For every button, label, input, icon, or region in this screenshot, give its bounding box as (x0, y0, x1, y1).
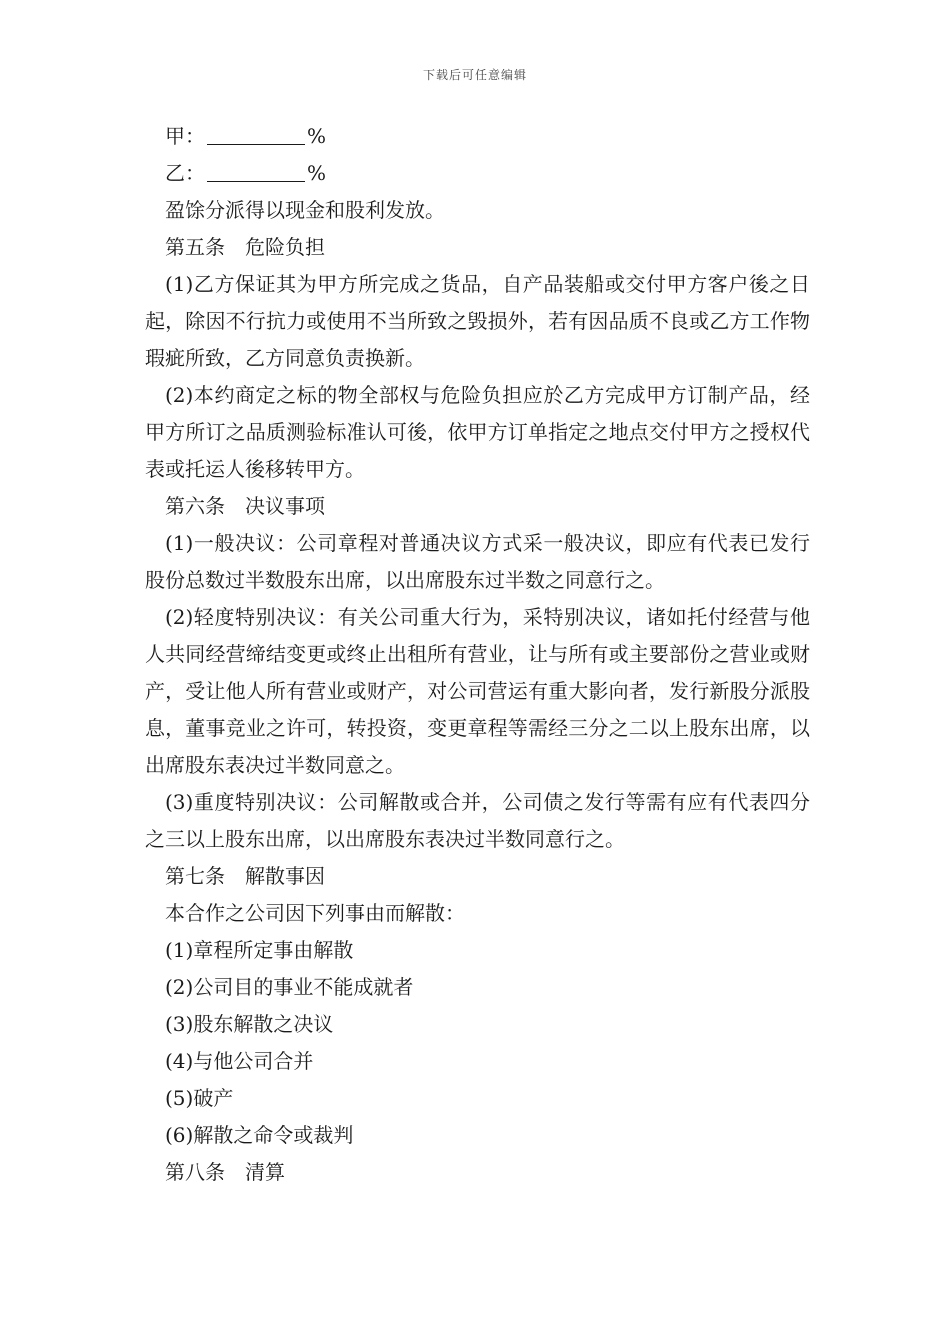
article-5-title: 第五条 危险负担 (165, 235, 325, 259)
share-line-b (145, 155, 810, 192)
share-b-blank (207, 159, 305, 182)
list-item: (1)章程所定事由解散 (165, 938, 354, 962)
dividend-line: 盈馀分派得以现金和股利发放。 (165, 198, 445, 222)
article-8-title: 第八条 清算 (165, 1160, 285, 1184)
share-a-label: 甲： (165, 124, 205, 148)
article-5-paragraph-2: (2)本约商定之标的物全部权与危险负担应於乙方完成甲方订制产品，经甲方所订之品质测验标准认可後，依甲方订单指定之地点交付甲方之授权代表或托运人後移转甲方。 (145, 383, 810, 481)
list-item: (3)股东解散之决议 (165, 1012, 334, 1036)
list-item: (4)与他公司合并 (165, 1049, 314, 1073)
share-a-blank (207, 122, 305, 145)
article-7-title: 第七条 解散事因 (165, 864, 325, 888)
article-6-title: 第六条 决议事项 (165, 494, 325, 518)
list-item: (2)公司目的事业不能成就者 (165, 975, 414, 999)
article-7-intro: 本合作之公司因下列事由而解散： (165, 901, 465, 925)
share-b-suffix: % (307, 161, 327, 185)
share-b-label: 乙： (165, 161, 205, 185)
document-body (145, 118, 810, 1191)
article-6-paragraph-1: (1)一般决议：公司章程对普通决议方式采一般决议，即应有代表已发行股份总数过半数股东出席，以出席股东过半数之同意行之。 (145, 531, 810, 592)
share-line-a (145, 118, 810, 155)
list-item: (6)解散之命令或裁判 (165, 1123, 354, 1147)
list-item: (5)破产 (165, 1086, 234, 1110)
page-header: 下载后可任意编辑 (422, 68, 527, 82)
article-5-paragraph-1: (1)乙方保证其为甲方所完成之货品，自产品装船或交付甲方客户後之日起，除因不行抗力或使用不当所致之毁损外，若有因品质不良或乙方工作物瑕疵所致，乙方同意负责换新。 (145, 272, 810, 370)
share-a-suffix: % (307, 124, 327, 148)
article-6-paragraph-2: (2)轻度特别决议：有关公司重大行为，采特别决议，诸如托付经营与他人共同经营缔结变更或终止出租所有营业，让与所有或主要部份之营业或财产，受让他人所有营业或财产，对公司营运有重大影向者，发行新股分派股息，董事竞业之许可，转投资，变更章程等需经三分之二以上股东出席，以出席股东表决过半数同意之。 (145, 605, 810, 777)
article-6-paragraph-3: (3)重度特别决议：公司解散或合并，公司债之发行等需有应有代表四分之三以上股东出席，以出席股东表决过半数同意行之。 (145, 790, 810, 851)
